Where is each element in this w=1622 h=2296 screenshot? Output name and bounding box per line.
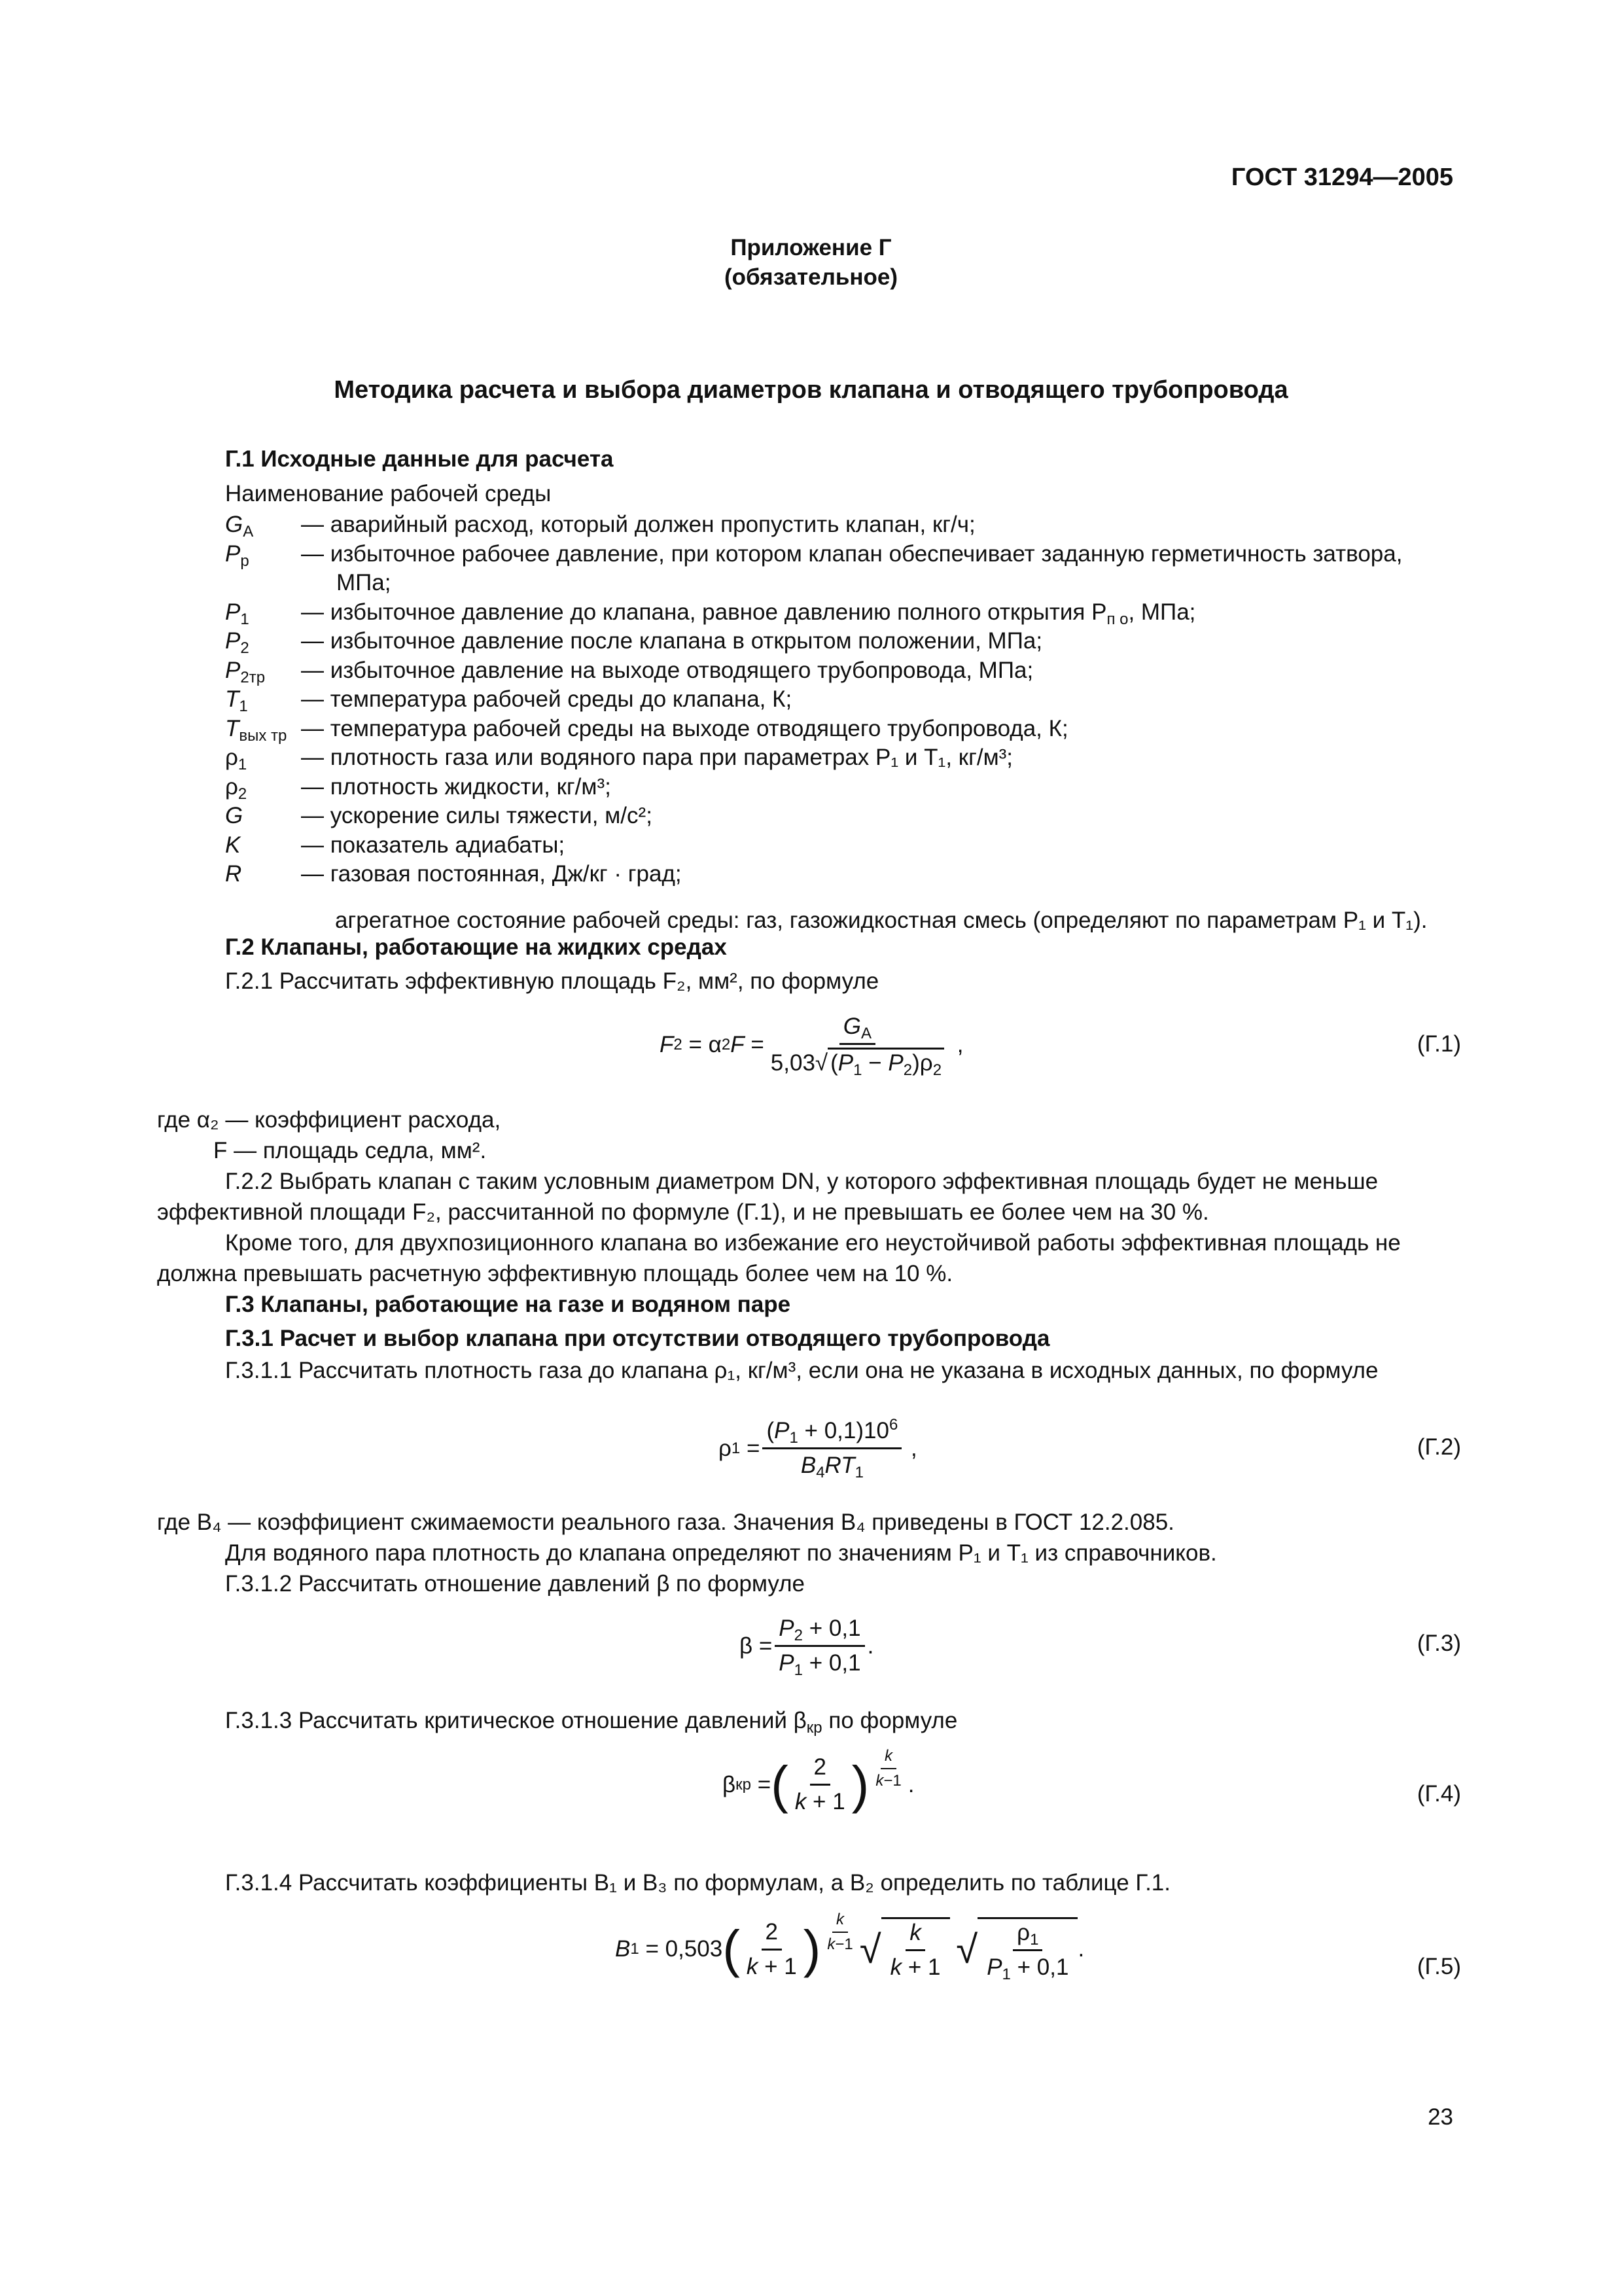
definition-symbol (225, 771, 301, 802)
section-g1-heading: Г.1 Исходные данные для расчета (225, 446, 614, 472)
definition-row (225, 655, 1033, 686)
definition-symbol-letter: K (225, 832, 241, 858)
definition-row (225, 830, 565, 860)
definition-symbol-subscript: 1 (240, 610, 249, 628)
formula-g5-number: (Г.5) (1417, 1954, 1461, 1979)
paragraph-g313-sub: кр (806, 1719, 822, 1737)
formula-g4-exponent: $\frac{k}{k-1}$ (875, 1747, 902, 1790)
definition-symbol-letter: T (225, 686, 239, 712)
definition-symbol-letter: R (225, 861, 242, 887)
paragraph-two-position-cont: должна превышать расчетную эффективную площадь более чем на 10 %. (157, 1261, 953, 1286)
definition-row (225, 509, 976, 540)
definition-symbol-letter: P (225, 628, 241, 654)
definition-row (225, 800, 652, 831)
definition-symbol-subscript: A (243, 523, 254, 540)
definition-symbol (225, 539, 301, 569)
paragraph-g313-tail: по формуле (822, 1708, 958, 1733)
definition-symbol-letter: T (225, 715, 239, 741)
definition-symbol-subscript: 2тр (240, 668, 266, 686)
appendix-status: (обязательное) (724, 264, 898, 290)
document-title: Методика расчета и выбора диаметров клапана и отводящего трубопровода (334, 376, 1288, 404)
paragraph-two-position: Кроме того, для двухпозиционного клапана во избежание его неустойчивой работы эффективная площадь не (225, 1230, 1401, 1256)
definition-text-tail: , МПа; (1128, 599, 1196, 625)
definition-symbol (225, 858, 301, 889)
definition-symbol-subscript: 1 (238, 756, 247, 773)
paragraph-g22: Г.2.2 Выбрать клапан с таким условным диаметром DN, у которого эффективная площадь будет не меньше (225, 1169, 1379, 1194)
formula-g5: B 1 = 0,503 ( $\frac{2}{k + 1}$ ) $\frac{k}{k-1}$ √ $\frac{k}{k + 1}$ √ $\frac{\rho_1}{P_1 + 0,1}$ . (615, 1911, 1085, 1983)
medium-name-line: Наименование рабочей среды (225, 481, 552, 506)
paragraph-g22-cont: эффективной площади F₂, рассчитанной по формуле (Г.1), и не превышать ее более чем на 30 %. (157, 1199, 1209, 1225)
formula-g5-fraction-2: $\frac{k}{k + 1}$ (890, 1920, 941, 1980)
paragraph-g313 (225, 1705, 957, 1736)
paragraph-g21: Г.2.1 Рассчитать эффективную площадь F₂, мм², по формуле (225, 968, 879, 994)
paragraph-g313-text: Г.3.1.3 Рассчитать критическое отношение давлений β (225, 1708, 807, 1733)
formula-g5-fraction-1: $\frac{2}{k + 1}$ (746, 1918, 797, 1979)
paragraph-g314: Г.3.1.4 Рассчитать коэффициенты B₁ и B₃ по формулам, а B₂ определить по таблице Г.1. (225, 1870, 1171, 1896)
definition-symbol (225, 655, 301, 686)
formula-g3: β = $\frac{P_2 + 0,1}{P_1 + 0,1}$ . (739, 1616, 874, 1679)
definition-text: — избыточное рабочее давление, при котором клапан обеспечивает заданную герметичность затвора, (301, 540, 1403, 567)
definition-text: — показатель адиабаты; (301, 832, 565, 858)
definition-text-subscript: п о (1106, 610, 1129, 628)
formula-g4-number: (Г.4) (1417, 1781, 1461, 1807)
formula-g3-fraction: $\frac{P_2 + 0,1}{P_1 + 0,1}$ (775, 1615, 864, 1677)
definition-symbol (225, 509, 301, 540)
section-g2-heading: Г.2 Клапаны, работающие на жидких средах (225, 934, 727, 960)
aggregate-state-line: агрегатное состояние рабочей среды: газ, газожидкостная смесь (определяют по параметрам P₁ и T₁). (335, 908, 1428, 933)
definition-symbol (225, 830, 301, 860)
definition-row (225, 713, 1068, 744)
definition-symbol-letter: P (225, 599, 241, 625)
definition-symbol-subscript: вых тр (239, 726, 287, 745)
definition-symbol (225, 742, 301, 773)
formula-g2-fraction: $\frac{(P_1 + 0,1)10^6}{B_4RT_1}$ (762, 1417, 902, 1479)
definition-row (225, 626, 1042, 656)
formula-g2-number: (Г.2) (1417, 1434, 1461, 1460)
definition-row (225, 742, 1013, 773)
steam-note: Для водяного пара плотность до клапана определяют по значениям P₁ и T₁ из справочников. (225, 1540, 1217, 1566)
definition-text: — избыточное давление после клапана в открытом положении, МПа; (301, 628, 1043, 654)
formula-g4: β кр = ( $\frac{2}{k + 1}$ ) $\frac{k}{k-1}$ . (722, 1747, 915, 1814)
standard-number: ГОСТ 31294—2005 (1231, 164, 1453, 191)
definition-text: — избыточное давление на выходе отводящего трубопровода, МПа; (301, 657, 1034, 683)
definition-symbol-subscript: 1 (239, 698, 248, 715)
definition-symbol-subscript: 2 (238, 785, 247, 803)
formula-g3-number: (Г.3) (1417, 1631, 1461, 1656)
definition-symbol-letter: P (225, 657, 241, 683)
definition-symbol-letter: P (225, 540, 241, 567)
definition-symbol-letter: ρ (225, 773, 238, 800)
definition-text: — температура рабочей среды до клапана, К; (301, 686, 792, 712)
definition-symbol (225, 800, 301, 831)
definition-symbol-letter: G (225, 512, 243, 537)
definition-symbol-subscript: 2 (240, 639, 249, 657)
definition-text: — температура рабочей среды на выходе отводящего трубопровода, К; (301, 715, 1068, 741)
definition-text: МПа; (336, 570, 391, 595)
definition-text: — аварийный расход, который должен пропустить клапан, кг/ч; (301, 512, 976, 537)
definition-row (225, 567, 391, 598)
formula-g1-number: (Г.1) (1417, 1031, 1461, 1057)
page-number: 23 (1428, 2104, 1453, 2130)
definition-symbol-letter: G (225, 803, 243, 828)
formula-g1: F 2 = α 2 F = $\frac{G_A}{5,03√ (P_1 - P_2)\rho_2}$ , (660, 1014, 964, 1079)
definition-row (225, 539, 1402, 569)
definition-symbol-letter: ρ (225, 745, 238, 770)
definition-text: — ускорение силы тяжести, м/с²; (301, 803, 652, 828)
paragraph-g312: Г.3.1.2 Рассчитать отношение давлений β по формуле (225, 1571, 805, 1597)
definition-text: — плотность жидкости, кг/м³; (301, 773, 611, 800)
formula-g5-exponent: $\frac{k}{k-1}$ (827, 1911, 853, 1953)
where-f: F — площадь седла, мм². (213, 1138, 487, 1163)
definition-symbol (225, 597, 301, 627)
paragraph-g311: Г.3.1.1 Рассчитать плотность газа до клапана ρ₁, кг/м³, если она не указана в исходных данных, по формуле (225, 1358, 1379, 1383)
formula-g2: ρ 1 = $\frac{(P_1 + 0,1)10^6}{B_4RT_1}$ , (718, 1416, 917, 1481)
where-b4: где B₄ — коэффициент сжимаемости реального газа. Значения B₄ приведены в ГОСТ 12.2.085. (157, 1510, 1174, 1535)
definition-text: — избыточное давление до клапана, равное давлению полного открытия P (301, 599, 1107, 625)
definition-symbol (225, 713, 301, 744)
appendix-title: Приложение Г (730, 235, 892, 260)
formula-g1-fraction: $\frac{G_A}{5,03√ (P_1 - P_2)\rho_2}$ (767, 1013, 948, 1077)
definition-symbol-subscript: р (240, 552, 249, 570)
definition-symbol (225, 684, 301, 715)
definition-text: — плотность газа или водяного пара при параметрах P₁ и T₁, кг/м³; (301, 745, 1014, 770)
definition-row (225, 684, 792, 715)
definition-text: — газовая постоянная, Дж/кг · град; (301, 861, 682, 887)
formula-g4-fraction: $\frac{2}{k + 1}$ (794, 1754, 845, 1814)
definition-symbol (225, 626, 301, 656)
definition-row (225, 858, 682, 889)
where-alpha: где α₂ — коэффициент расхода, (157, 1107, 501, 1133)
definition-row (225, 771, 611, 802)
section-g3-heading: Г.3 Клапаны, работающие на газе и водяном паре (225, 1292, 791, 1317)
definition-row (225, 597, 1195, 627)
section-g31-heading: Г.3.1 Расчет и выбор клапана при отсутствии отводящего трубопровода (225, 1326, 1050, 1351)
formula-g5-fraction-3: $\frac{\rho_1}{P_1 + 0,1}$ (987, 1920, 1069, 1983)
